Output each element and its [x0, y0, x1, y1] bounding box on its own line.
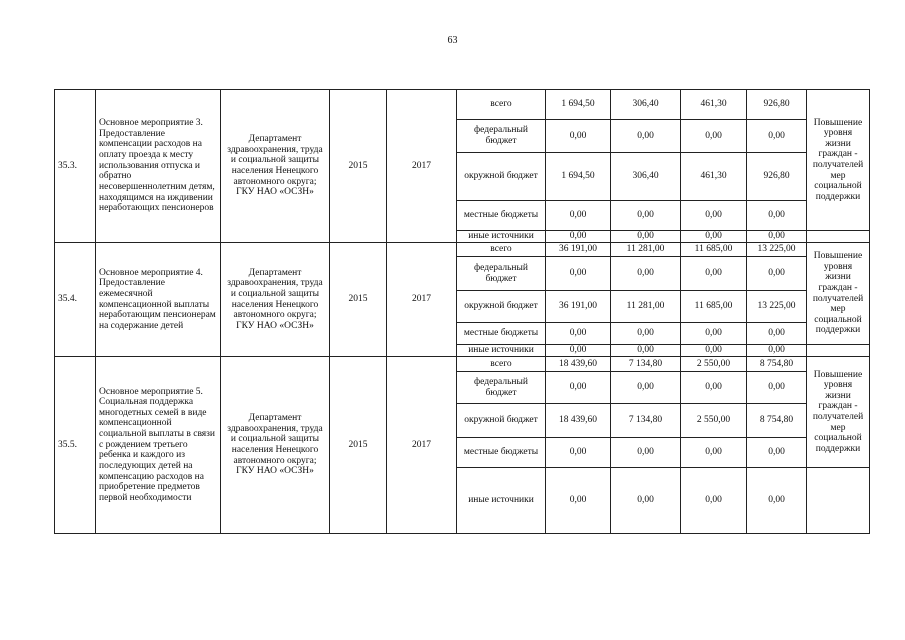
start-year: 2015 — [330, 243, 387, 357]
program-table — [54, 89, 870, 534]
funding-source: всего — [457, 357, 546, 372]
funding-value: 36 191,00 — [546, 243, 611, 257]
expected-result: Повышение уровня жизни граждан - получателей мер социальной поддержки — [807, 357, 870, 468]
funding-value: 2 550,00 — [681, 357, 747, 372]
funding-source: иные источники — [457, 468, 546, 534]
funding-source: местные бюджеты — [457, 323, 546, 345]
funding-value: 0,00 — [681, 323, 747, 345]
funding-value: 11 281,00 — [611, 243, 681, 257]
funding-value: 0,00 — [611, 201, 681, 231]
funding-value: 0,00 — [546, 257, 611, 291]
funding-value: 0,00 — [546, 120, 611, 153]
funding-value: 0,00 — [681, 201, 747, 231]
table-body — [55, 90, 870, 534]
funding-value: 0,00 — [681, 345, 747, 357]
funding-source: местные бюджеты — [457, 438, 546, 468]
page-number: 63 — [447, 35, 458, 46]
expected-result-empty — [807, 345, 870, 357]
funding-value: 0,00 — [747, 231, 807, 243]
funding-value: 0,00 — [611, 372, 681, 404]
funding-source: федеральный бюджет — [457, 257, 546, 291]
funding-source: федеральный бюджет — [457, 120, 546, 153]
measure-name: Основное мероприятие 5. Социальная поддержка многодетных семей в виде компенсационной социальной выплаты в связи с рождением третьего ребенка и каждого из последующих детей на компенсацию расходов на приобретение предметов первой необходимости — [96, 357, 221, 534]
funding-source: местные бюджеты — [457, 201, 546, 231]
funding-value: 36 191,00 — [546, 291, 611, 323]
funding-value: 0,00 — [681, 120, 747, 153]
funding-value: 0,00 — [747, 468, 807, 534]
funding-value: 7 134,80 — [611, 404, 681, 438]
funding-value: 0,00 — [546, 231, 611, 243]
funding-value: 0,00 — [681, 231, 747, 243]
end-year: 2017 — [387, 90, 457, 243]
end-year: 2017 — [387, 243, 457, 357]
measure-number: 35.3. — [55, 90, 96, 243]
funding-source: иные источники — [457, 345, 546, 357]
funding-value: 0,00 — [611, 257, 681, 291]
funding-source: окружной бюджет — [457, 291, 546, 323]
funding-value: 0,00 — [747, 120, 807, 153]
table-row — [55, 357, 870, 372]
funding-source: окружной бюджет — [457, 153, 546, 201]
funding-value: 18 439,60 — [546, 404, 611, 438]
funding-value: 0,00 — [747, 257, 807, 291]
expected-result-empty — [807, 231, 870, 243]
funding-value: 0,00 — [546, 323, 611, 345]
funding-value: 0,00 — [681, 468, 747, 534]
funding-value: 0,00 — [681, 257, 747, 291]
funding-value: 0,00 — [546, 201, 611, 231]
funding-value: 0,00 — [681, 372, 747, 404]
funding-value: 0,00 — [747, 201, 807, 231]
funding-value: 0,00 — [611, 345, 681, 357]
funding-value: 306,40 — [611, 153, 681, 201]
funding-value: 18 439,60 — [546, 357, 611, 372]
start-year: 2015 — [330, 357, 387, 534]
table-row — [55, 90, 870, 120]
executor: Департамент здравоохранения, труда и социальной защиты населения Ненецкого автономного округа; ГКУ НАО «ОСЗН» — [221, 90, 330, 243]
end-year: 2017 — [387, 357, 457, 534]
funding-value: 0,00 — [747, 438, 807, 468]
funding-value: 0,00 — [611, 120, 681, 153]
funding-value: 2 550,00 — [681, 404, 747, 438]
funding-value: 926,80 — [747, 153, 807, 201]
funding-source: всего — [457, 90, 546, 120]
funding-value: 0,00 — [611, 468, 681, 534]
funding-value: 8 754,80 — [747, 404, 807, 438]
funding-value: 11 685,00 — [681, 291, 747, 323]
funding-value: 0,00 — [546, 468, 611, 534]
expected-result: Повышение уровня жизни граждан - получателей мер социальной поддержки — [807, 90, 870, 231]
executor: Департамент здравоохранения, труда и социальной защиты населения Ненецкого автономного округа; ГКУ НАО «ОСЗН» — [221, 243, 330, 357]
funding-value: 13 225,00 — [747, 243, 807, 257]
funding-value: 0,00 — [546, 372, 611, 404]
funding-source: всего — [457, 243, 546, 257]
funding-value: 1 694,50 — [546, 90, 611, 120]
funding-value: 461,30 — [681, 90, 747, 120]
measure-number: 35.4. — [55, 243, 96, 357]
funding-value: 13 225,00 — [747, 291, 807, 323]
measure-number: 35.5. — [55, 357, 96, 534]
funding-value: 0,00 — [611, 438, 681, 468]
funding-value: 0,00 — [747, 323, 807, 345]
start-year: 2015 — [330, 90, 387, 243]
funding-value: 7 134,80 — [611, 357, 681, 372]
funding-value: 306,40 — [611, 90, 681, 120]
funding-value: 0,00 — [546, 438, 611, 468]
funding-value: 11 685,00 — [681, 243, 747, 257]
expected-result: Повышение уровня жизни граждан - получателей мер социальной поддержки — [807, 243, 870, 345]
expected-result-empty — [807, 468, 870, 534]
funding-value: 0,00 — [747, 345, 807, 357]
funding-value: 1 694,50 — [546, 153, 611, 201]
funding-source: окружной бюджет — [457, 404, 546, 438]
funding-value: 0,00 — [611, 323, 681, 345]
funding-value: 926,80 — [747, 90, 807, 120]
table-row — [55, 243, 870, 257]
funding-value: 0,00 — [681, 438, 747, 468]
funding-value: 8 754,80 — [747, 357, 807, 372]
funding-source: иные источники — [457, 231, 546, 243]
funding-value: 0,00 — [546, 345, 611, 357]
funding-source: федеральный бюджет — [457, 372, 546, 404]
measure-name: Основное мероприятие 4. Предоставление ежемесячной компенсационной выплаты неработающим пенсионерам на содержание детей — [96, 243, 221, 357]
funding-value: 11 281,00 — [611, 291, 681, 323]
executor: Департамент здравоохранения, труда и социальной защиты населения Ненецкого автономного округа; ГКУ НАО «ОСЗН» — [221, 357, 330, 534]
funding-value: 461,30 — [681, 153, 747, 201]
funding-value: 0,00 — [747, 372, 807, 404]
funding-value: 0,00 — [611, 231, 681, 243]
measure-name: Основное мероприятие 3. Предоставление компенсации расходов на оплату проезда к месту использования отпуска и обратно несовершеннолетним детям, находящимся на иждивении неработающих пенсионеров — [96, 90, 221, 243]
